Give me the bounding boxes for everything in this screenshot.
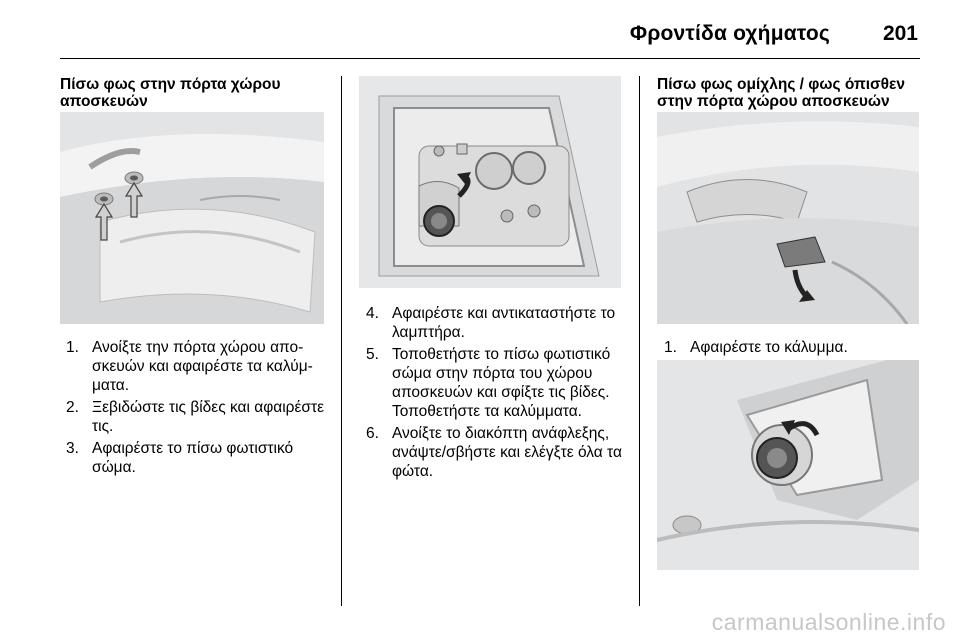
step-number: 1. [664,339,677,356]
column-divider [639,76,640,606]
step-number: 6. [366,425,379,442]
step-number: 3. [66,440,79,457]
step-text: Τοποθετήστε το πίσω φωτιστικό σώμα στην πόρτα του χώρου αποσκευών και σφίξτε τις βίδες. Τοποθετήστε τα καλύμματα. [392,346,611,420]
list-item [366,424,628,481]
list-item [366,304,628,342]
section-heading: Πίσω φως ομίχλης / φως όπισθεν στην πόρτα χώρου αποσκευών [657,76,906,110]
header-title: Φροντίδα οχήματος [629,22,830,45]
step-text: Αφαιρέστε το κάλυμμα. [690,339,848,356]
bulb-removal-illustration [657,360,919,570]
steps-list-right [664,338,926,360]
header-rule [60,58,920,59]
page-number: 201 [882,22,918,45]
list-item [664,338,926,357]
steps-list-middle [366,304,628,484]
list-item [66,439,328,477]
step-number: 5. [366,346,379,363]
figure-cover-removal [657,112,919,324]
list-item [366,345,628,421]
lamp-housing-illustration [359,76,621,288]
watermark: carmanualsonline.info [711,609,946,635]
step-text: Ανοίξτε το διακόπτη ανάφλεξης, ανάψτε/σβήστε και ελέγξτε όλα τα φώτα. [392,425,622,480]
step-number: 4. [366,305,379,322]
figure-lamp-housing [359,76,621,288]
step-number: 1. [66,339,79,356]
figure-tailgate-covers [60,112,324,324]
section-heading: Πίσω φως στην πόρτα χώρου αποσκευών [60,76,281,110]
step-text: Αφαιρέστε και αντικαταστήστε το λαμπτήρα. [392,305,616,341]
step-text: Αφαιρέστε το πίσω φωτιστικό σώμα. [92,440,294,476]
tailgate-covers-illustration [60,112,324,324]
step-text: Ανοίξτε την πόρτα χώρου απο- σκευών και αφαιρέστε τα καλύμ- ματα. [92,339,313,394]
column-divider [341,76,342,606]
step-text: Ξεβιδώστε τις βίδες και αφαιρέστε τις. [92,399,325,435]
list-item [66,338,328,395]
cover-removal-illustration [657,112,919,324]
steps-list-left [66,338,328,480]
figure-bulb-removal [657,360,919,570]
list-item [66,398,328,436]
step-number: 2. [66,399,79,416]
